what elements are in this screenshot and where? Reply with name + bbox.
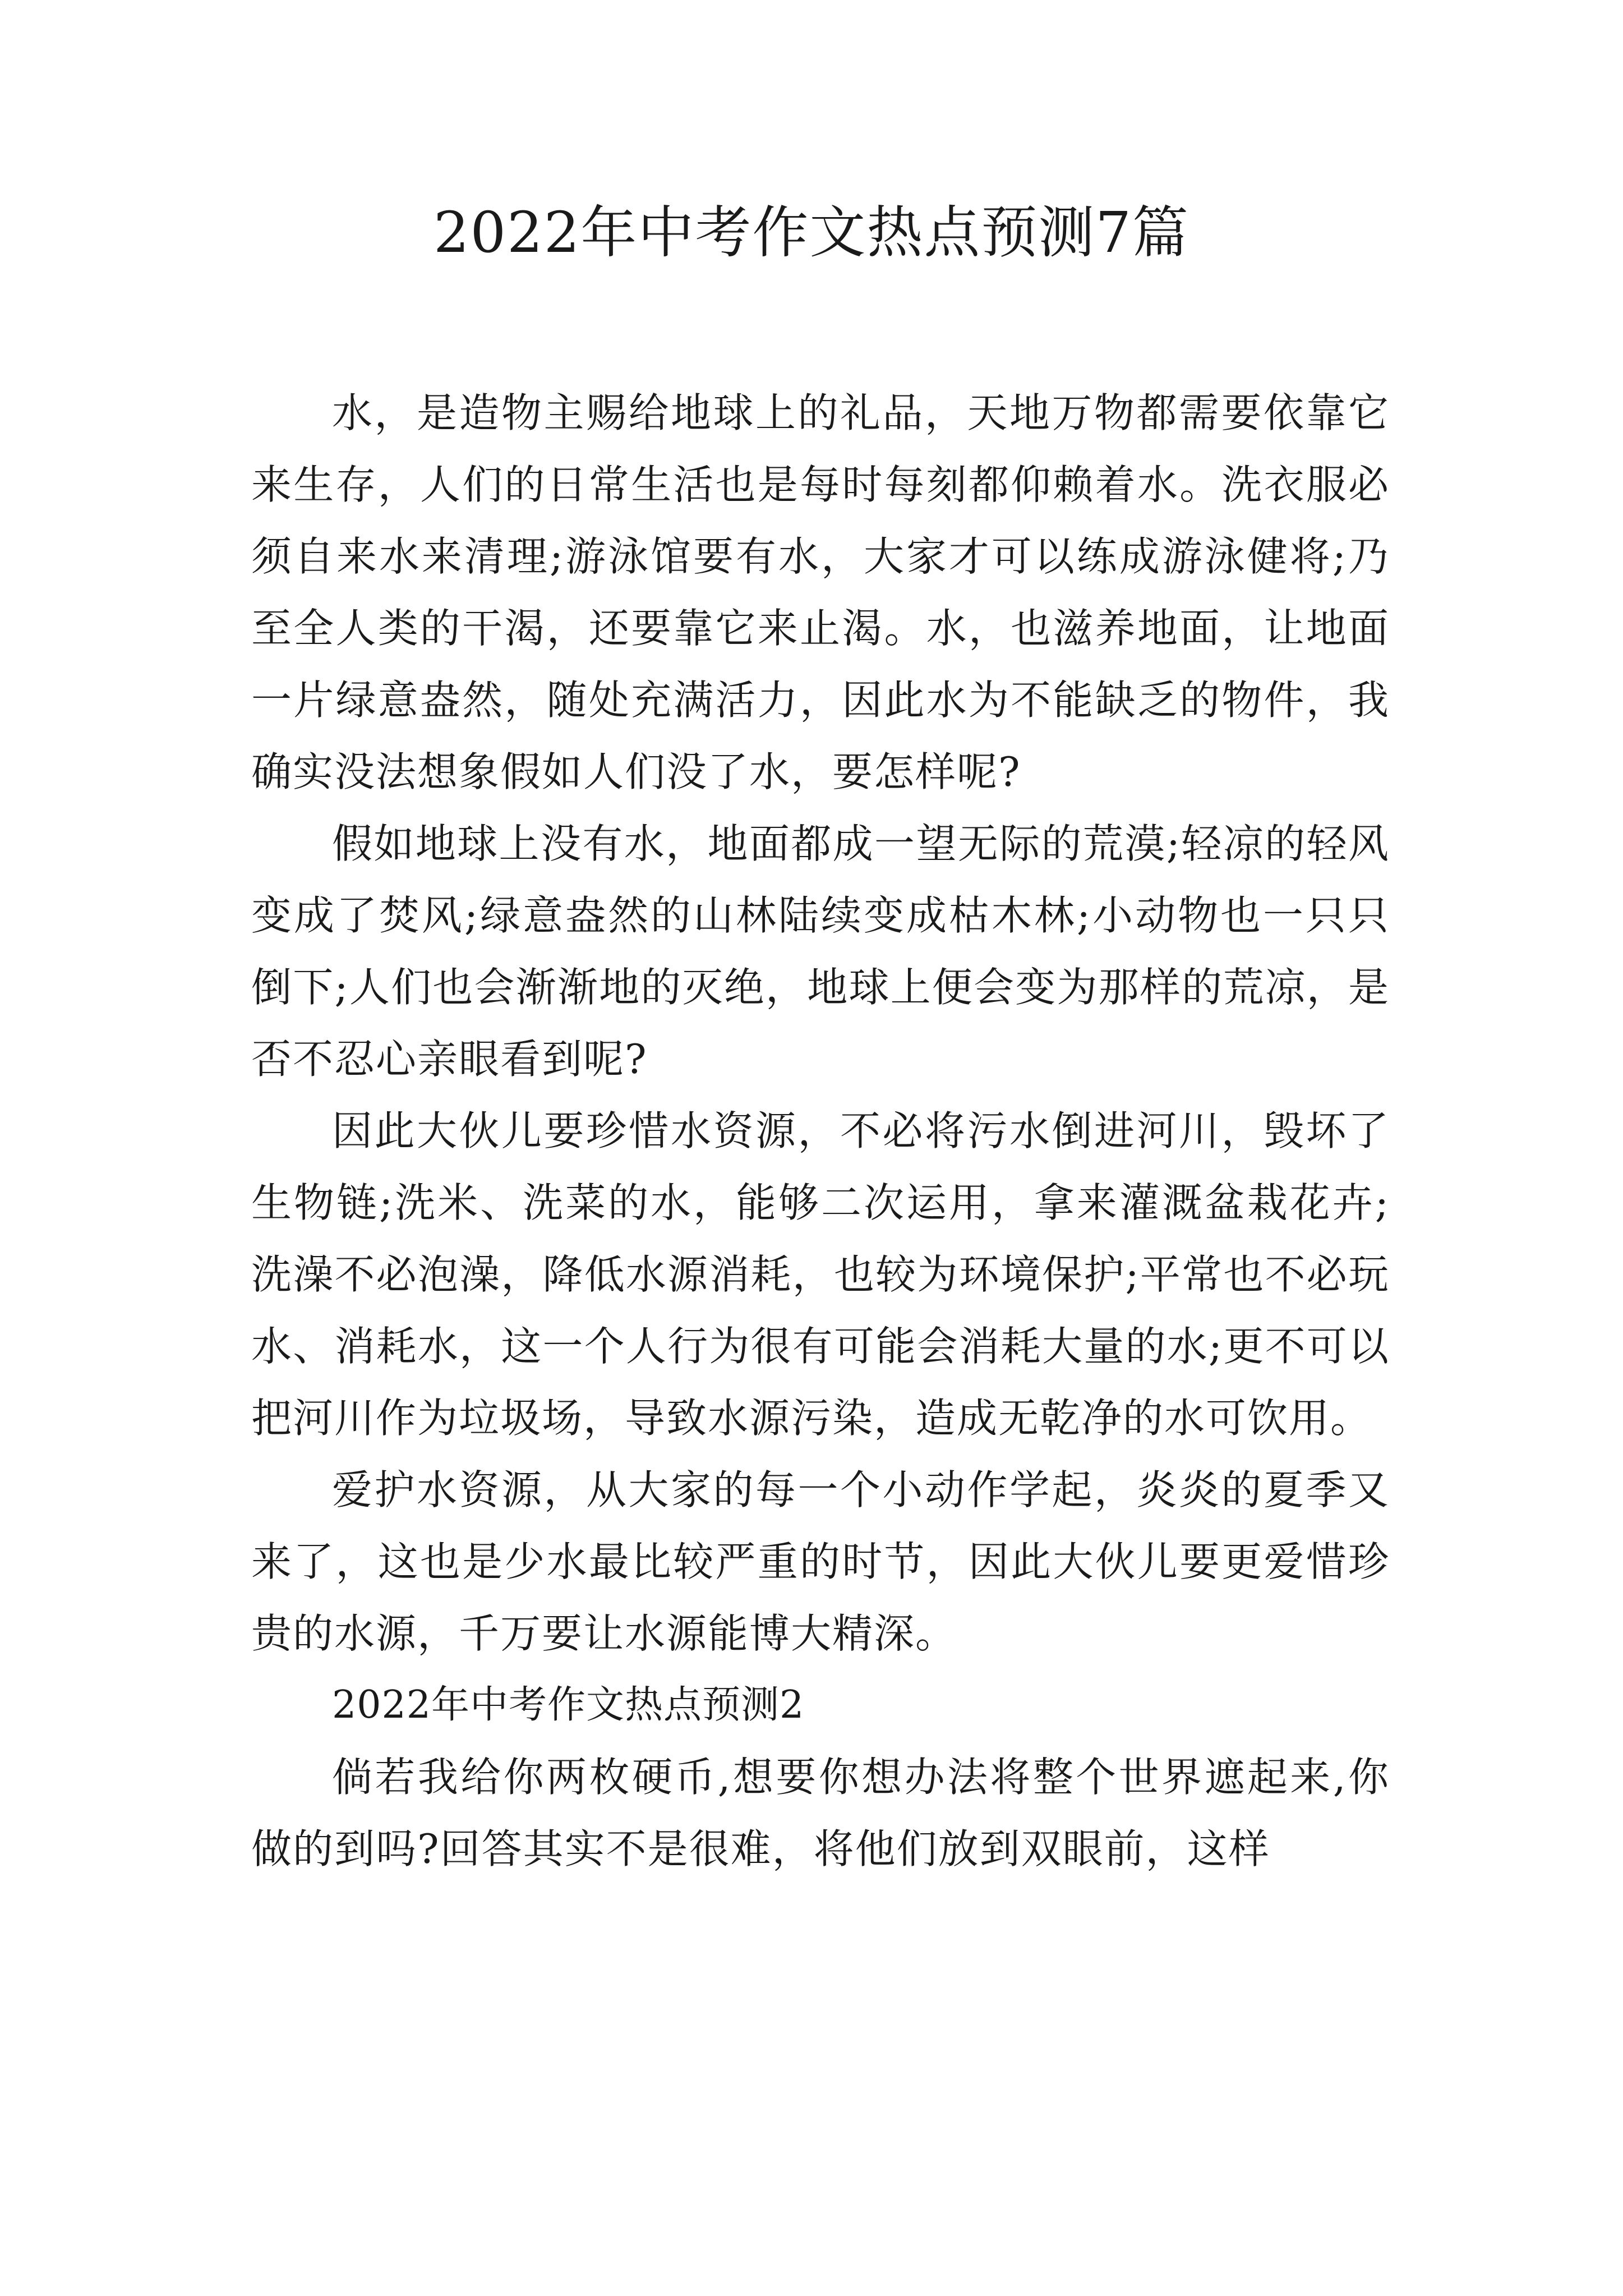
paragraph-3: 因此大伙儿要珍惜水资源，不必将污水倒进河川，毁坏了生物链;洗米、洗菜的水，能够二次运用，拿来灌溉盆栽花卉;洗澡不必泡澡，降低水源消耗，也较为环境保护;平常也不必玩水、消耗水，这一个人行为很有可能会消耗大量的水;更不可以把河川作为垃圾场，导致水源污染，造成无乾净的水可饮用。: [251, 1107, 1390, 1442]
paragraph-4: 爱护水资源，从大家的每一个小动作学起，炎炎的夏季又来了，这也是少水最比较严重的时节，因此大伙儿要更爱惜珍贵的水源，千万要让水源能博大精深。: [251, 1466, 1390, 1657]
paragraph-2: 假如地球上没有水，地面都成一望无际的荒漠;轻凉的轻风变成了焚风;绿意盎然的山林陆续变成枯木林;小动物也一只只倒下;人们也会渐渐地的灭绝，地球上便会变为那样的荒凉，是否不忍心亲眼看到呢?: [251, 820, 1390, 1083]
paragraph-1: 水，是造物主赐给地球上的礼品，天地万物都需要依靠它来生存，人们的日常生活也是每时每刻都仰赖着水。洗衣服必须自来水来清理;游泳馆要有水，大家才可以练成游泳健将;乃至全人类的干渴，还要靠它来止渴。水，也滋养地面，让地面一片绿意盎然，随处充满活力，因此水为不能缺乏的物件，我确实没法想象假如人们没了水，要怎样呢?: [251, 389, 1390, 795]
section-2-heading: 2022年中考作文热点预测2: [332, 1683, 805, 1727]
document-title: 2022年中考作文热点预测7篇: [433, 200, 1190, 265]
section-2-paragraph: 倘若我给你两枚硬币,想要你想办法将整个世界遮起来,你做的到吗?回答其实不是很难，将他们放到双眼前，这样: [251, 1754, 1390, 1872]
document-body: [251, 377, 1390, 1885]
